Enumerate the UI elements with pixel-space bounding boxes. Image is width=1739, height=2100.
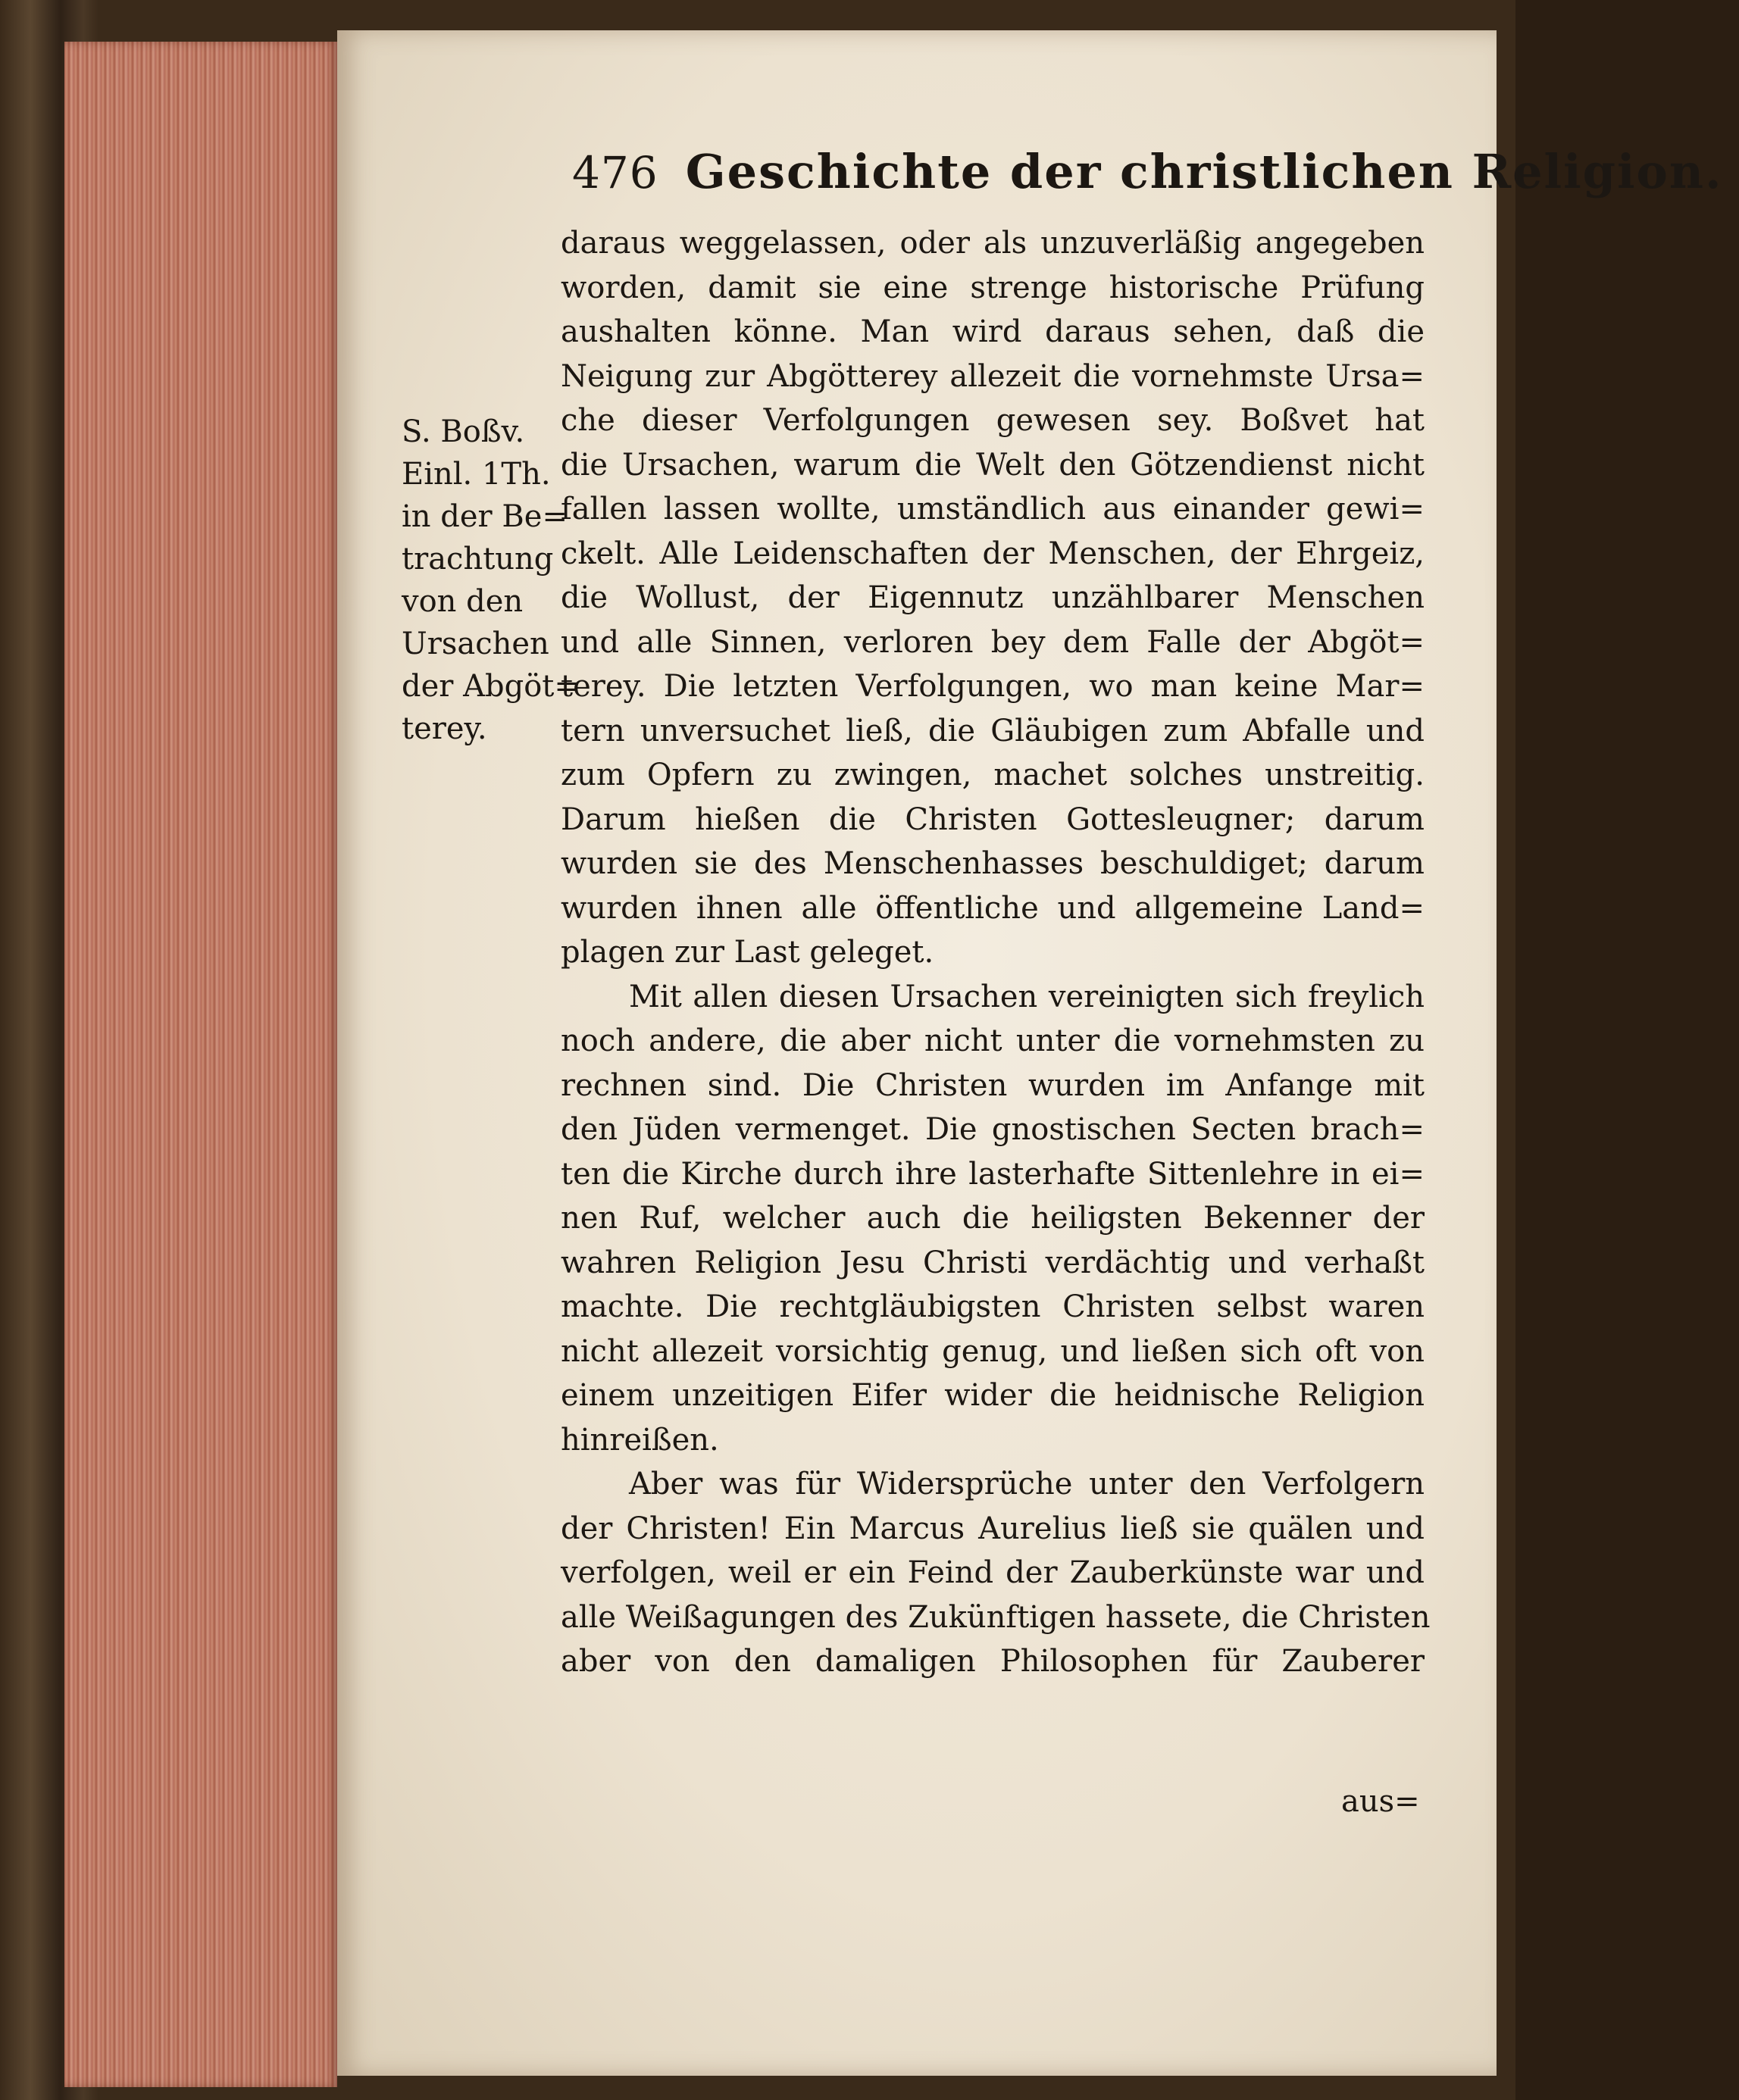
text-line: ckelt. Alle Leidenschaften der Menschen, der Ehrgeiz, [561, 536, 1425, 571]
text-line: zum Opfern zu zwingen, machet solches unstreitig. [561, 758, 1425, 792]
marginal-note-line: Ursachen [402, 627, 549, 661]
catchword: aus= [1341, 1784, 1420, 1819]
text-line: noch andere, die aber nicht unter die vornehmsten zu [561, 1023, 1425, 1058]
marginal-note-line: in der Be= [402, 499, 568, 534]
text-line: Mit allen diesen Ursachen vereinigten sich freylich [629, 979, 1425, 1014]
text-line: ten die Kirche durch ihre lasterhafte Sittenlehre in ei= [561, 1156, 1425, 1192]
running-title: Geschichte der christlichen Religion. [685, 144, 1723, 199]
text-line: verfolgen, weil er ein Feind der Zauberkünste war und [561, 1555, 1425, 1590]
marginal-note-line: trachtung [402, 542, 554, 577]
text-line: worden, damit sie eine strenge historische Prüfung [561, 270, 1425, 305]
text-line: nen Ruf, welcher auch die heiligsten Bekenner der [561, 1201, 1425, 1236]
text-line: die Wollust, der Eigennutz unzählbarer Menschen [561, 580, 1425, 615]
text-line: alle Weißagungen des Zukünftigen hassete, die Christen [561, 1599, 1431, 1635]
text-line: Darum hießen die Christen Gottesleugner; darum [561, 802, 1425, 837]
text-line: hinreißen. [561, 1422, 719, 1458]
text-line: und alle Sinnen, verloren bey dem Falle der Abgöt= [561, 624, 1425, 660]
marginal-note [402, 411, 580, 750]
text-line: aushalten könne. Man wird daraus sehen, daß die [561, 314, 1425, 349]
text-line: Aber was für Widersprüche unter den Verfolgern [629, 1467, 1425, 1502]
page-number: 476 [572, 147, 658, 198]
text-line: rechnen sind. Die Christen wurden im Anfange mit [561, 1067, 1425, 1103]
text-line: einem unzeitigen Eifer wider die heidnische Religion [561, 1378, 1425, 1413]
text-line: den Jüden vermenget. Die gnostischen Secten brach= [561, 1112, 1425, 1147]
text-line: nicht allezeit vorsichtig genug, und ließen sich oft von [561, 1333, 1425, 1369]
text-line: plagen zur Last geleget. [561, 935, 934, 970]
marginal-note-line: Einl. 1Th. [402, 457, 551, 492]
text-line: wahren Religion Jesu Christi verdächtig und verhaßt [561, 1245, 1425, 1280]
text-line: wurden sie des Menschenhasses beschuldiget; darum [561, 846, 1425, 881]
text-line: tern unversuchet ließ, die Gläubigen zum Abfalle und [561, 713, 1425, 748]
text-line: machte. Die rechtgläubigsten Christen selbst waren [561, 1289, 1425, 1324]
text-line: wurden ihnen alle öffentliche und allgemeine Land= [561, 890, 1425, 926]
text-line: fallen lassen wollte, umständlich aus einander gewi= [561, 492, 1425, 527]
running-header [572, 144, 1739, 199]
marginal-note-line: S. Boßv. [402, 414, 525, 449]
marginal-note-line: von den [402, 584, 524, 619]
body-text [561, 221, 1431, 1684]
text-line: aber von den damaligen Philosophen für Zauberer [561, 1644, 1425, 1679]
text-line: der Christen! Ein Marcus Aurelius ließ sie quälen und [561, 1511, 1425, 1546]
marginal-note-line: der Abgöt= [402, 669, 580, 704]
text-line: Neigung zur Abgötterey allezeit die vornehmste Ursa= [561, 358, 1425, 394]
text-line: daraus weggelassen, oder als unzuverläßig angegeben [561, 226, 1425, 261]
page-block-edge [64, 42, 337, 2087]
marginal-note-line: terey. [402, 711, 487, 746]
text-line: che dieser Verfolgungen gewesen sey. Boßvet hat [561, 403, 1425, 438]
text-line: die Ursachen, warum die Welt den Götzendienst nicht [561, 447, 1425, 483]
text-line: terey. Die letzten Verfolgungen, wo man keine Mar= [561, 669, 1425, 704]
